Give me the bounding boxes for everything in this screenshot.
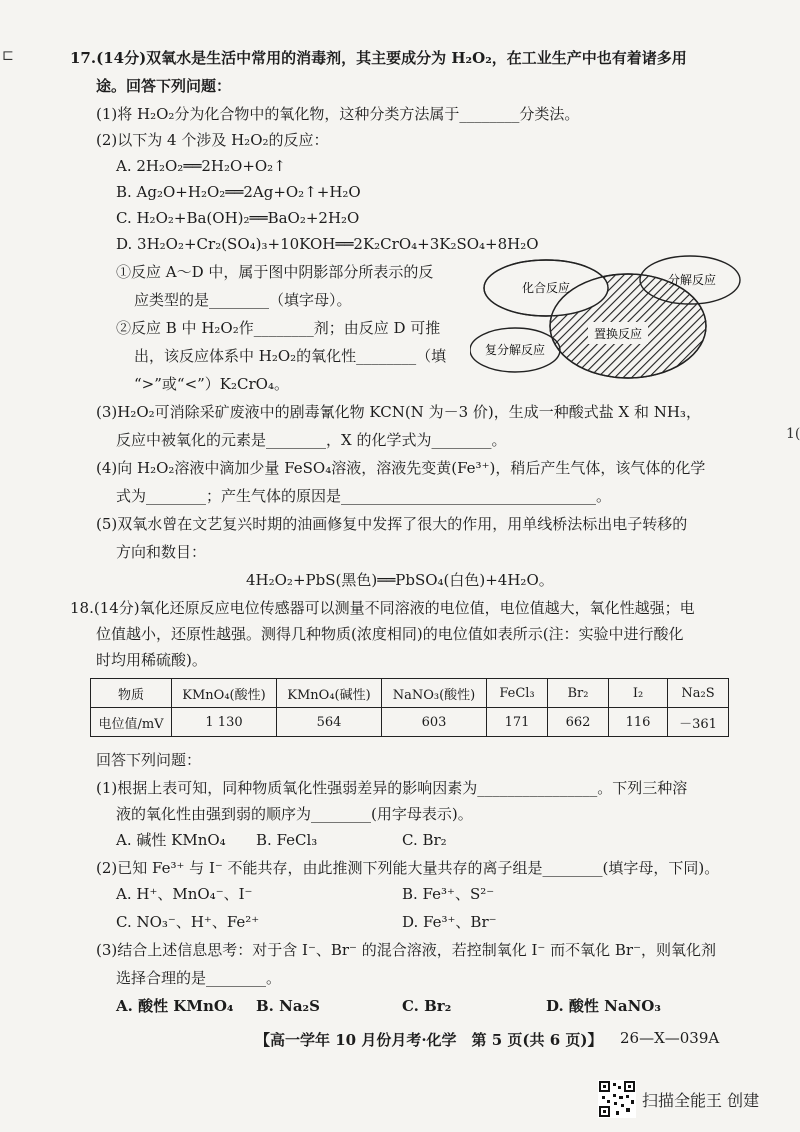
q18-part-1-option-c: C. Br₂ <box>402 831 447 849</box>
table-cell: 171 <box>487 708 548 737</box>
reaction-a: A. 2H₂O₂══2H₂O+O₂↑ <box>116 157 286 175</box>
q18-part-1-option-b: B. FeCl₃ <box>256 831 318 849</box>
q17-sub-1-line-1: ①反应 A～D 中，属于图中阴影部分所表示的反 <box>116 263 434 281</box>
q18-part-2-option-b: B. Fe³⁺、S²⁻ <box>402 885 495 903</box>
table-header-row <box>91 679 729 708</box>
table-header-cell: Na₂S <box>668 679 729 708</box>
table-header-cell: Br₂ <box>548 679 609 708</box>
q18-part-1-option-a: A. 碱性 KMnO₄ <box>116 831 226 849</box>
q18-part-1-line-2: 液的氧化性由强到弱的顺序为________(用字母表示)。 <box>116 805 473 823</box>
reaction-c: C. H₂O₂+Ba(OH)₂══BaO₂+2H₂O <box>116 209 360 227</box>
venn-label-decomposition: 分解反应 <box>667 273 717 287</box>
q17-stem-line-1: 17.(14分)双氧水是生活中常用的消毒剂，其主要成分为 H₂O₂，在工业生产中也有着诸多用 <box>70 49 687 67</box>
table-header-cell: 物质 <box>91 679 172 708</box>
table-header-cell: KMnO₄(酸性) <box>172 679 277 708</box>
q17-part-4-line-2: 式为________；产生气体的原因是__________________________________。 <box>116 487 612 505</box>
table-header-cell: NaNO₃(酸性) <box>382 679 487 708</box>
q18-part-3-option-d: D. 酸性 NaNO₃ <box>546 997 661 1015</box>
q18-stem-line-1: 18.(14分)氧化还原反应电位传感器可以测量不同溶液的电位值，电位值越大，氧化性越强；电 <box>70 599 695 617</box>
q18-part-1-line-1: (1)根据上表可知，同种物质氧化性强弱差异的影响因素为________________。下列三种溶 <box>96 779 688 797</box>
reaction-type-venn-diagram <box>470 250 770 385</box>
table-cell: 电位值/mV <box>91 708 172 737</box>
q17-sub-2-line-3: “>”或“<”）K₂CrO₄。 <box>134 375 289 393</box>
q17-part-5-line-2: 方向和数目： <box>116 543 207 561</box>
q17-sub-1-line-2: 应类型的是________（填字母）。 <box>134 291 352 309</box>
q18-stem-line-2: 位值越小，还原性越强。测得几种物质(浓度相同)的电位值如表所示(注：实验中进行酸化 <box>96 625 684 643</box>
q18-part-3-option-b: B. Na₂S <box>256 997 320 1015</box>
q17-part-2: (2)以下为 4 个涉及 H₂O₂的反应： <box>96 131 329 149</box>
q18-part-2-option-d: D. Fe³⁺、Br⁻ <box>402 913 497 931</box>
q18-part-2-option-a: A. H⁺、MnO₄⁻、I⁻ <box>116 885 253 903</box>
page-footer-title: 【高一学年 10 月份月考·化学 第 5 页(共 6 页)】 <box>255 1031 603 1049</box>
venn-label-double-decomposition: 复分解反应 <box>484 343 546 357</box>
q18-part-3-option-c: C. Br₂ <box>402 997 452 1015</box>
q17-part-3-line-1: (3)H₂O₂可消除采矿废液中的剧毒氰化物 KCN(N 为－3 价)，生成一种酸式盐 X 和 NH₃， <box>96 403 701 421</box>
table-cell: 662 <box>548 708 609 737</box>
table-cell: 116 <box>609 708 668 737</box>
table-cell: 1 130 <box>172 708 277 737</box>
scanner-watermark: 扫描全能王 创建 <box>642 1091 760 1110</box>
left-edge-mark: ⊏ <box>2 48 14 64</box>
right-edge-mark: 1( <box>786 426 800 442</box>
q17-sub-2-line-2: 出，该反应体系中 H₂O₂的氧化性________（填 <box>134 347 447 365</box>
table-row <box>91 708 729 737</box>
table-header-cell: FeCl₃ <box>487 679 548 708</box>
q17-part-5-line-1: (5)双氧水曾在文艺复兴时期的油画修复中发挥了很大的作用，用单线桥法标出电子转移的 <box>96 515 688 533</box>
exam-code: 26—X—039A <box>620 1029 720 1047</box>
potential-table <box>90 678 729 737</box>
table-cell: 603 <box>382 708 487 737</box>
q17-stem-line-2: 途。回答下列问题： <box>96 77 232 95</box>
q18-answer-intro: 回答下列问题： <box>96 751 202 769</box>
table-header-cell: I₂ <box>609 679 668 708</box>
q17-sub-2-line-1: ②反应 B 中 H₂O₂作________剂；由反应 D 可推 <box>116 319 441 337</box>
reaction-d: D. 3H₂O₂+Cr₂(SO₄)₃+10KOH══2K₂CrO₄+3K₂SO₄+8H₂O <box>116 235 539 253</box>
table-cell: 564 <box>277 708 382 737</box>
qr-code-icon <box>598 1080 636 1118</box>
q18-part-2: (2)已知 Fe³⁺ 与 I⁻ 不能共存，由此推测下列能大量共存的离子组是________(填字母，下同)。 <box>96 859 720 877</box>
venn-label-displacement: 置换反应 <box>593 327 643 341</box>
q18-stem-line-3: 时均用稀硫酸)。 <box>96 651 207 669</box>
table-cell: －361 <box>668 708 729 737</box>
q17-part-1: (1)将 H₂O₂分为化合物中的氧化物，这种分类方法属于________分类法。 <box>96 105 580 123</box>
q17-part-3-line-2: 反应中被氧化的元素是________，X 的化学式为________。 <box>116 431 507 449</box>
reaction-b: B. Ag₂O+H₂O₂══2Ag+O₂↑+H₂O <box>116 183 361 201</box>
q18-part-2-option-c: C. NO₃⁻、H⁺、Fe²⁺ <box>116 913 260 931</box>
q18-part-3-option-a: A. 酸性 KMnO₄ <box>116 997 234 1015</box>
q17-equation: 4H₂O₂+PbS(黑色)══PbSO₄(白色)+4H₂O。 <box>246 571 554 589</box>
table-header-cell: KMnO₄(碱性) <box>277 679 382 708</box>
q18-part-3-line-2: 选择合理的是________。 <box>116 969 282 987</box>
venn-label-combination: 化合反应 <box>521 281 571 295</box>
q18-part-3-line-1: (3)结合上述信息思考：对于含 I⁻、Br⁻ 的混合溶液，若控制氧化 I⁻ 而不氧化 Br⁻，则氧化剂 <box>96 941 716 959</box>
q17-part-4-line-1: (4)向 H₂O₂溶液中滴加少量 FeSO₄溶液，溶液先变黄(Fe³⁺)，稍后产生气体，该气体的化学 <box>96 459 706 477</box>
